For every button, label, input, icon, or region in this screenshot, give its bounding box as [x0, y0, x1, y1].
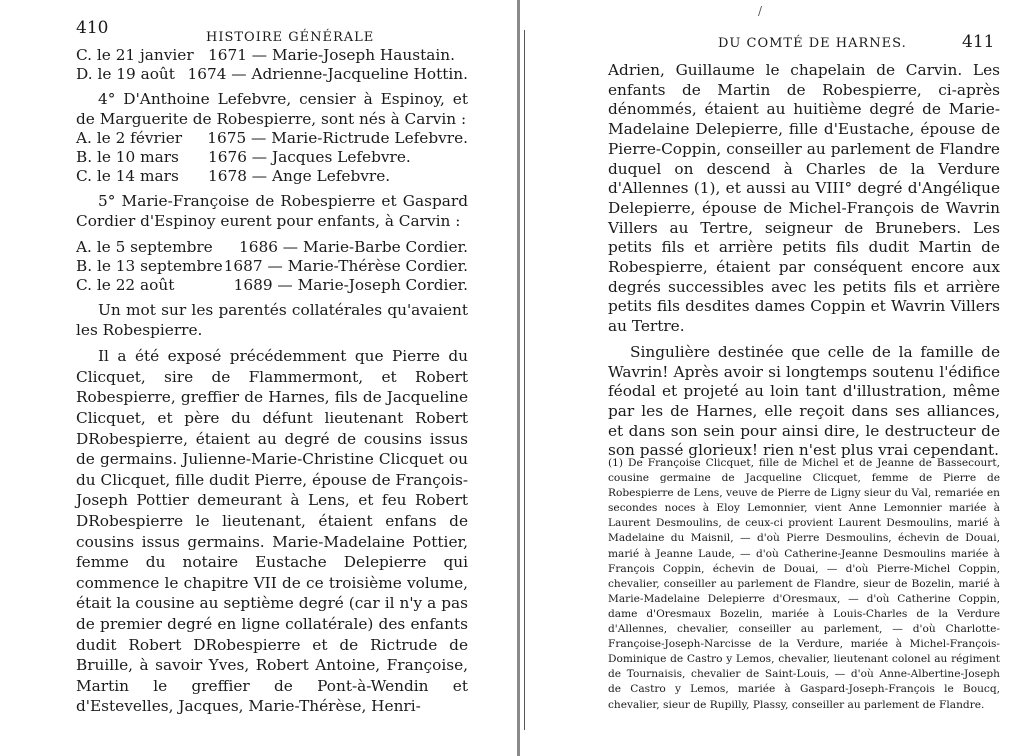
paragraph-expose: Il a été exposé précédemment que Pierre du Clicquet, sire de Flammermont, et Robert Robespierre, greffier de Harnes, fils de Jacqueline Clicquet, et père du défunt lieutenant Robert DRobespierre, étaient au degré de cousins issus de germains. Julienne-Marie-Christine Clicquet ou du Clicquet, fille dudit Pierre, épouse de François-Joseph Pottier demeurant à Lens, et feu Robert DRobespierre le lieutenant, étaient enfans de cousins issus germains. Marie-Madelaine Pottier, femme du notaire Eustache Delepierre qui commence le chapitre VII de ce troisième volume, était la cousine au septième degré (car il n'y a pas de premier degré en ligne collatérale) des enfants dudit Robert DRobespierre et de Rictrude de Bruille, à savoir Yves, Robert Antoine, Françoise, Martin le greffier de Pont-à-Wendin et d'Estevelles, Jacques, Marie-Thérèse, Henri- [76, 347, 468, 716]
entry-date: B. le 13 septembre [76, 256, 223, 275]
birth-entry [76, 238, 468, 257]
book-gutter [517, 0, 520, 756]
entry-name: 1686 — Marie-Barbe Cordier. [239, 237, 468, 256]
entry-name: 1671 — Marie-Joseph Haustain. [208, 46, 455, 64]
paragraph-5: 5° Marie-Françoise de Robespierre et Gaspard Cordier d'Espinoy eurent pour enfants, à Carvin : [76, 192, 468, 231]
page-mark: / [758, 4, 763, 18]
entry-name: 1689 — Marie-Joseph Cordier. [233, 275, 468, 294]
entry-date: C. le 22 août [76, 275, 175, 294]
entry-date: A. le 5 septembre [76, 237, 213, 256]
entry-name: 1676 — Jacques Lefebvre. [208, 148, 411, 167]
right-body-text [608, 61, 1000, 461]
entry-date: C. le 21 janvier [76, 46, 194, 64]
left-running-head: HISTOIRE GÉNÉRALE [206, 30, 375, 45]
left-page-number: 410 [76, 18, 109, 38]
footnote: (1) De Françoise Clicquet, fille de Michel et de Jeanne de Bassecourt, cousine germaine de Jacqueline Clicquet, femme de Pierre de Robespierre de Lens, veuve de Pierre de Ligny sieur du Val, remariée en secondes noces à Eloy Lemonnier, vient Anne Lemonnier mariée à Laurent Desmoulins, de ceux-ci provient Laurent Desmoulins, marié à Madelaine du Maisnil, — d'où Pierre Desmoulins, échevin de Douai, marié à Jeanne Laude, — d'où Catherine-Jeanne Desmoulins mariée à François Coppin, échevin de Douai, — d'où Pierre-Michel Coppin, chevalier, conseiller au parlement de Flandre, sieur de Bozelin, marié à Marie-Madelaine Delepierre d'Oresmaux, — d'où Catherine Coppin, dame d'Oresmaux Bozelin, mariée à Louis-Charles de la Verdure d'Allennes, chevalier, conseiller au parlement, — d'où Charlotte-Françoise-Joseph-Narcisse de la Verdure, mariée à Michel-François-Dominique de Castro y Lemos, chevalier, lieutenant colonel au régiment de Tournaisis, chevalier de Saint-Louis, — d'où Anne-Albertine-Joseph de Castro y Lemos, mariée à Gaspard-Joseph-François le Boucq, chevalier, sieur de Rupilly, Plassy, conseiller au parlement de Flandre. [608, 457, 1000, 711]
paragraph-4: 4° D'Anthoine Lefebvre, censier à Espinoy, et de Marguerite de Robespierre, sont nés à Carvin : [76, 90, 468, 128]
book-gutter-line [524, 30, 525, 730]
birth-entry [76, 65, 468, 84]
birth-entry [76, 129, 468, 148]
right-page [526, 0, 1024, 756]
entry-name: 1674 — Adrienne-Jacqueline Hottin. [187, 65, 468, 83]
birth-entry [76, 276, 468, 295]
entry-date: A. le 2 février [76, 129, 183, 148]
entry-date: B. le 10 mars [76, 148, 179, 167]
right-page-number: 411 [962, 32, 995, 52]
entry-name: 1687 — Marie-Thérèse Cordier. [223, 256, 468, 275]
entry-name: 1675 — Marie-Rictrude Lefebvre. [207, 129, 468, 148]
right-running-head: DU COMTÉ DE HARNES. [718, 36, 907, 51]
paragraph-adrien: Adrien, Guillaume le chapelain de Carvin. Les enfants de Martin de Robespierre, ci-après dénommés, étaient au huitième degré de Marie-Madelaine Delepierre, fille d'Eustache, épouse de Pierre-Coppin, conseiller au parlement de Flandre duquel on descend à Charles de la Verdure d'Allennes (1), et aussi au VIII° degré d'Angélique Delepierre, épouse de Michel-François de Wavrin Villers au Tertre, seigneur de Brunebers. Les petits fils et arrière petits fils dudit Martin de Robespierre, étaient par conséquent encore aux degrés successibles avec les petits fils et arrière petits fils desdites dames Coppin et Wavrin Villers au Tertre. [608, 61, 1000, 336]
birth-entry [76, 167, 468, 186]
entry-date: D. le 19 août [76, 65, 175, 83]
birth-entry [76, 257, 468, 276]
left-body-text [76, 46, 468, 717]
entry-date: C. le 14 mars [76, 167, 179, 186]
entry-name: 1678 — Ange Lefebvre. [208, 167, 391, 186]
paragraph-singuliere: Singulière destinée que celle de la famille de Wavrin! Après avoir si longtemps soutenu l'édifice féodal et projeté au loin tant d'illustration, même par les de Harnes, elle reçoit dans ses alliances, et dans son sein pour ainsi dire, le destructeur de son passé glorieux! rien n'est plus vrai cependant. [608, 342, 1000, 460]
left-page [0, 0, 508, 756]
birth-entry [76, 46, 468, 65]
paragraph-collateral: Un mot sur les parentés collatérales qu'avaient les Robespierre. [76, 300, 468, 339]
birth-entry [76, 148, 468, 167]
